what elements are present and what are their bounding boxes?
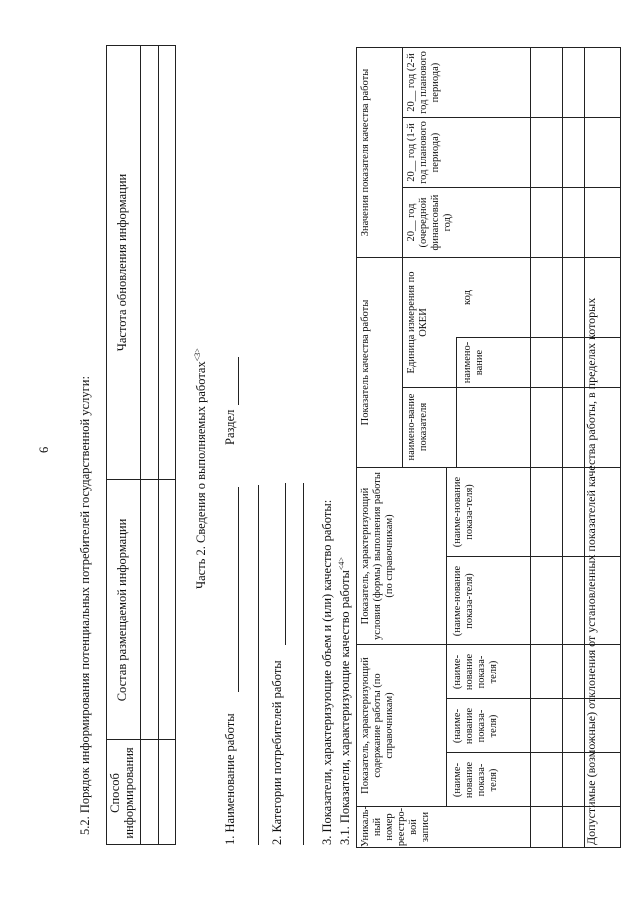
razdel-label: Раздел (223, 409, 237, 445)
item-consumer-categories: 2. Категории потребителей работы (270, 660, 284, 845)
condition-sub-2: (наиме-нование показа-теля) (452, 476, 476, 548)
part2-title: Часть 2. Сведения о выполняемых работах$^{<3>}$ (193, 348, 209, 589)
item-volume-quality: 3. Показатели, характеризующие объем и (или) качество работы: (320, 499, 334, 845)
year3-header: 20__ год (2-й год планового периода) (406, 51, 442, 114)
footer-text: Допустимые (возможные) отклонения от установленных показателей качества работы, в пределах которых (584, 297, 598, 845)
content-sub-3: (наиме-нование показа-теля) (452, 653, 500, 691)
consumer-underline-2 (303, 483, 304, 845)
unit-name-header: наимено-вание (462, 341, 486, 384)
content-sub-2: (наиме-нование показа-теля) (452, 707, 500, 745)
col-quality-indicator: Показатель качества работы (360, 299, 371, 426)
col-method-header: Способ информирования (108, 747, 137, 839)
work-name-underline (238, 487, 239, 692)
section-52-title: 5.2. Порядок информирования потенциальных потребителей государственной услуги: (78, 376, 92, 835)
razdel-underline (238, 357, 239, 405)
unit-code-header: код (462, 290, 473, 305)
quality-name-header: наимено-вание показателя (406, 393, 430, 461)
consumer-underline (285, 483, 286, 645)
condition-sub-1: (наиме-нование показа-теля) (452, 565, 476, 637)
col-content-header: Состав размещаемой информации (115, 518, 129, 702)
content-sub-1: (наиме-нование показа-теля) (452, 761, 500, 799)
item-work-name: 1. Наименование работы (223, 713, 237, 845)
col-quality-values: Значения показателя качества работы (360, 68, 371, 237)
col-unique-number: Уникаль-ный номер реестро-вой записи (360, 806, 432, 847)
unit-group-header: Единица измерения по ОКЕИ (406, 271, 430, 374)
col-frequency-header: Частота обновления информации (115, 173, 129, 352)
col-condition-indicator: Показатель, характеризующий условия (формы) выполнения работы (по справочникам) (360, 472, 396, 640)
page-number: 6 (37, 446, 51, 453)
year2-header: 20__ год (1-й год планового периода) (406, 121, 442, 184)
col-content-indicator: Показатель, характеризующий содержание работы (по справочникам) (360, 657, 396, 794)
work-name-underline-2 (258, 485, 259, 845)
year1-header: 20__ год (очередной финансовый год) (406, 194, 454, 251)
item-quality-indicators: 3.1. Показатели, характеризующие качество работы$^{<4>}$ (337, 557, 353, 845)
